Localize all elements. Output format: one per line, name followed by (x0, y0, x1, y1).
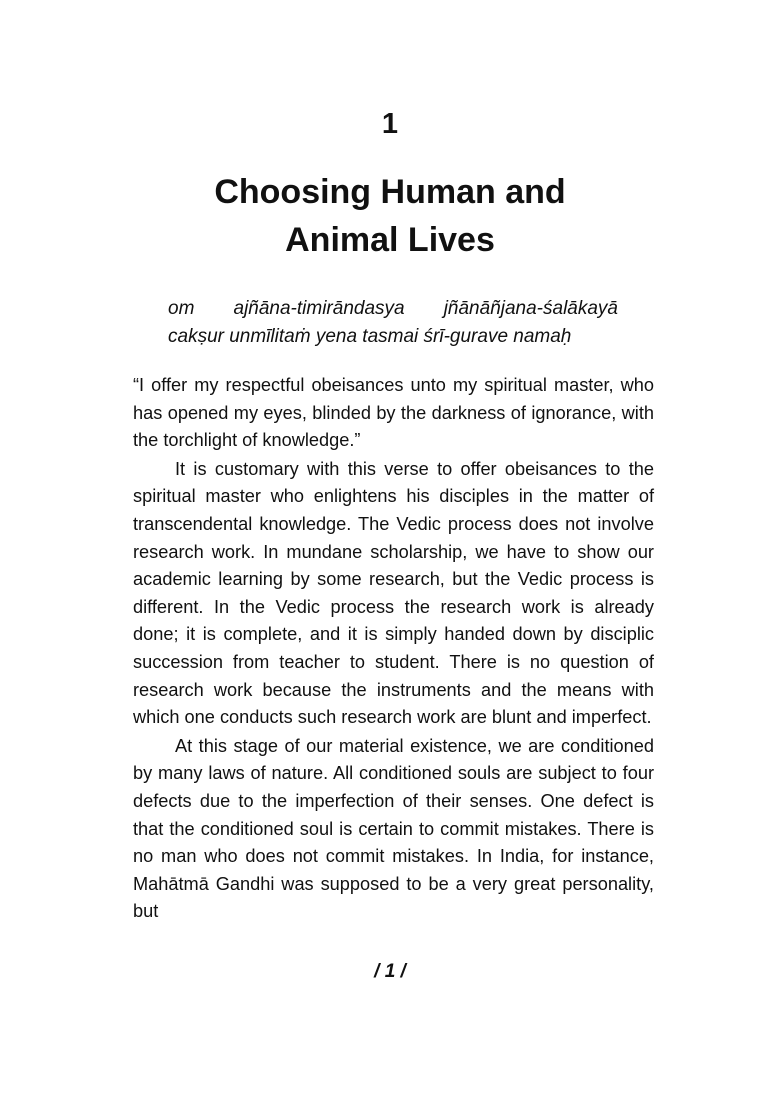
body-text (133, 372, 654, 926)
chapter-title-line-2: Animal Lives (285, 221, 495, 259)
chapter-number: 1 (381, 108, 399, 140)
paragraph-vedic-process: It is customary with this verse to offer obeisances to the spiritual master who enlightens his disciples in the matter of transcendental knowledge. The Vedic process does not involve research work. In mundane scholarship, we have to show our academic learning by some research, but the Vedic process is different. In the Vedic process the research work is already done; it is complete, and it is simply handed down by disciplic succession from teacher to student. There is no question of research work because the instruments and the means with which one conducts such research work are blunt and imperfect. (133, 458, 654, 728)
verse-line-2: cakṣur unmīlitaṁ yena tasmai śrī-gurave namaḥ (168, 326, 572, 347)
chapter-title (0, 168, 780, 264)
paragraph-conditioned-souls: At this stage of our material existence, we are conditioned by many laws of nature. All conditioned souls are subject to four defects due to the imperfection of their senses. One defect is that the conditioned soul is certain to commit mistakes. There is no man who does not commit mistakes. In India, for instance, Mahātmā Gandhi was supposed to be a very great personality, but (133, 735, 654, 922)
sanskrit-verse (168, 295, 618, 351)
page-number: / 1 / (374, 961, 406, 982)
verse-line-1: om ajñāna-timirāndasya jñānāñjana-śalākayā (168, 298, 618, 319)
chapter-title-line-1: Choosing Human and (214, 173, 566, 211)
paragraph-translation: “I offer my respectful obeisances unto my spiritual master, who has opened my eyes, blinded by the darkness of ignorance, with the torchlight of knowledge.” (133, 375, 654, 451)
